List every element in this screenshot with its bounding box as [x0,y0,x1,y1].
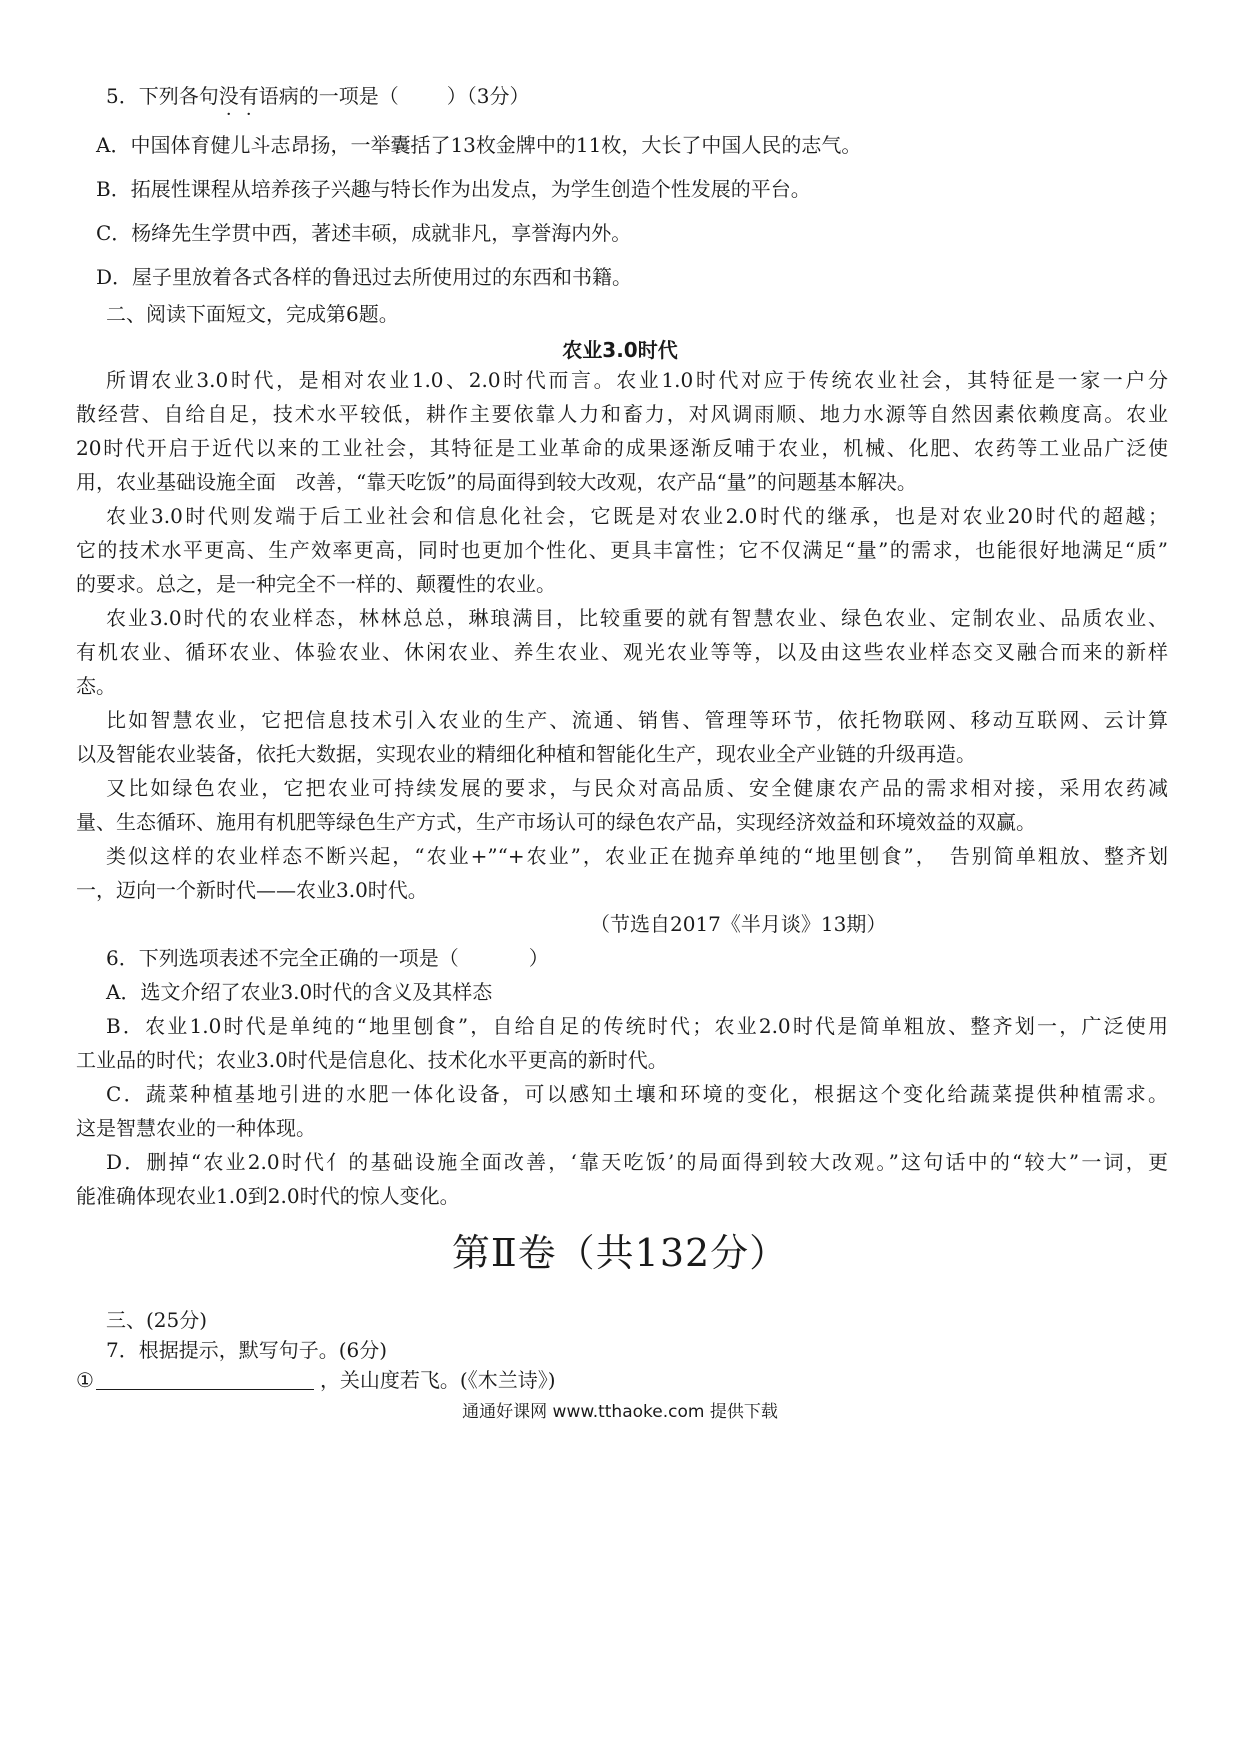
article-line: 散经营、自给自足，技术水平较低，耕作主要依靠人力和畜力，对风调雨顺、地力水源等自然因素依赖度高。农业 [76,402,1168,426]
article-line: 的要求。总之，是一种完全不一样的、颠覆性的农业。 [76,572,556,596]
q5-option-a: A．中国体育健儿斗志昂扬，一举囊括了13枚金牌中的11枚，大长了中国人民的志气。 [96,133,862,157]
answer-blank[interactable] [96,1367,314,1390]
section3-heading: 三、(25分) [106,1308,208,1332]
q6-option-c-cont: 这是智慧农业的一种体现。 [76,1116,316,1140]
q6-option-a: A．选文介绍了农业3.0时代的含义及其样态 [106,980,493,1004]
article-line: 又比如绿色农业，它把农业可持续发展的要求，与民众对高品质、安全健康农产品的需求相对接，采用农药减 [106,776,1168,800]
q5-stem: 5．下列各句没有语病的一项是（ ）（3分） [106,84,530,108]
emphasis-dot: 没 [218,84,239,108]
q7-item-1: ① ，关山度若飞。(《木兰诗》) [76,1368,556,1392]
article-line: 用，农业基础设施全面 改善，“靠天吃饭”的局面得到较大改观，农产品“量”的问题基本解决。 [76,470,917,494]
article-line: 以及智能农业装备，依托大数据，实现农业的精细化种植和智能化生产，现农业全产业链的升级再造。 [76,742,976,766]
q6-option-d-cont: 能准确体现农业1.0到2.0时代的惊人变化。 [76,1184,460,1208]
q6-option-c: C．蔬菜种植基地引进的水肥一体化设备，可以感知土壤和环境的变化，根据这个变化给蔬菜提供种植需求。 [106,1082,1168,1106]
article-line: 它的技术水平更高、生产效率更高，同时也更加个性化、更具丰富性；它不仅满足“量”的需求，也能很好地满足“质” [76,538,1168,562]
article-line: 农业3.0时代则发端于后工业社会和信息化社会，它既是对农业2.0时代的继承，也是对农业20时代的超越； [106,504,1168,528]
q6-option-b-cont: 工业品的时代；农业3.0时代是信息化、技术化水平更高的新时代。 [76,1048,668,1072]
article-line: 所谓农业3.0时代，是相对农业1.0、2.0时代而言。农业1.0时代对应于传统农业社会，其特征是一家一户分 [106,368,1168,392]
footer-watermark: 通通好课网 www.tthaoke.com 提供下载 [462,1402,778,1422]
article-line: 比如智慧农业，它把信息技术引入农业的生产、流通、销售、管理等环节，依托物联网、移动互联网、云计算 [106,708,1168,732]
article-line: 一，迈向一个新时代——农业3.0时代。 [76,878,428,902]
q5-option-c: C．杨绛先生学贯中西，著述丰硕，成就非凡，享誉海内外。 [96,221,632,245]
article-line: 类似这样的农业样态不断兴起，“农业+”“+农业”，农业正在抛弃单纯的“地里刨食”， 告别简单粗放、整齐划 [106,844,1168,868]
q6-option-d: D．删掉“农业2.0时代亻的基础设施全面改善，‘靠天吃饭’的局面得到较大改观。”这句话中的“较大”一词，更 [106,1150,1168,1174]
q6-stem: 6．下列选项表述不完全正确的一项是（ ） [106,946,549,970]
article-source: （节选自2017《半月谈》13期） [590,912,887,936]
article-line: 农业3.0时代的农业样态，林林总总，琳琅满目，比较重要的就有智慧农业、绿色农业、定制农业、品质农业、 [106,606,1168,630]
article-line: 量、生态循环、施用有机肥等绿色生产方式，生产市场认可的绿色农产品，实现经济效益和环境效益的双赢。 [76,810,1036,834]
article-line: 态。 [76,674,116,698]
q7-stem: 7．根据提示，默写句子。(6分) [106,1338,388,1362]
q5-option-d: D．屋子里放着各式各样的鲁迅过去所使用过的东西和书籍。 [96,265,633,289]
section2-heading: 二、阅读下面短文，完成第6题。 [106,302,399,326]
part2-title: 第Ⅱ卷（共132分） [451,1231,789,1275]
article-line: 有机农业、循环农业、体验农业、休闲农业、养生农业、观光农业等等，以及由这些农业样态交叉融合而来的新样 [76,640,1168,664]
q5-option-b: B．拓展性课程从培养孩子兴趣与特长作为出发点，为学生创造个性发展的平台。 [96,177,811,201]
article-title: 农业3.0时代 [562,338,678,362]
emphasis-dot: 有 [238,84,259,108]
q6-option-b: B．农业1.0时代是单纯的“地里刨食”，自给自足的传统时代；农业2.0时代是简单粗放、整齐划一，广泛使用 [106,1014,1168,1038]
article-line: 20时代开启于近代以来的工业社会，其特征是工业革命的成果逐渐反哺于农业，机械、化肥、农药等工业品广泛使 [76,436,1168,460]
